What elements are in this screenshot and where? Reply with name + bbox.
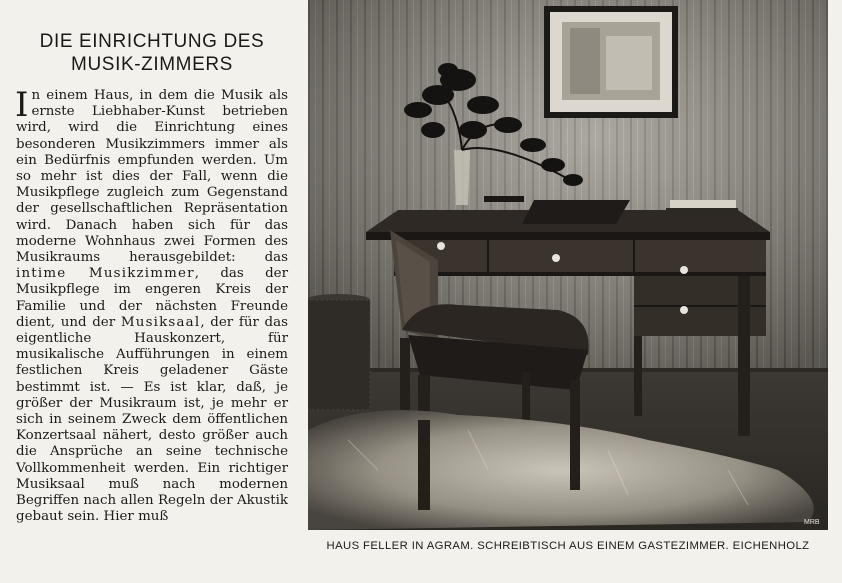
room-photograph bbox=[308, 0, 828, 530]
title-line-2: MUSIK-ZIMMERS bbox=[71, 54, 233, 75]
article-body bbox=[15, 85, 288, 525]
waste-basket bbox=[308, 294, 370, 410]
body-part-c: , der für das eigentliche Hauskonzert, für musikalische Aufführungen in einem festlichen Kreis geladener Gäste bestimmt ist. — Es ist klar, daß, je größer der Musikraum ist, je mehr er sich in seinem Zweck dem öffentlichen Konzertsaal nähert, desto größer auch die Ansprüche an seine technische Vollkommenheit werden. Ein richtiger Musiksaal muß nach modernen Begriffen nach allen Regeln der Akustik gebaut sein. Hier muß bbox=[16, 314, 288, 525]
photo-signature: MRB bbox=[804, 519, 820, 526]
emphasis-musiksaal: Musiksaal bbox=[120, 314, 201, 330]
body-part-a: n einem Haus, in dem die Musik als ernste Liebhaber-Kunst betrieben wird, wird die Einrichtung eines besonderen Musikzimmers immer als ein Bedürfnis empfunden werden. Um so mehr ist dies der Fall, wenn die Musikpflege zugleich zum Gegenstand der gesellschaftlichen Repräsentation wird. Danach haben sich für das moderne Wohnhaus zwei Formen des Musikraums herausgebildet: das bbox=[16, 88, 288, 266]
photo-caption: HAUS FELLER IN AGRAM. SCHREIBTISCH AUS EINEM GASTEZIMMER. EICHENHOLZ bbox=[326, 540, 810, 552]
framed-picture bbox=[544, 6, 678, 118]
drop-cap: I bbox=[15, 85, 29, 125]
emphasis-intime-musikzimmer: intime Musikzimmer bbox=[16, 266, 195, 282]
article-column bbox=[16, 30, 288, 525]
body-part-b: , das der Musikpflege im engeren Kreis der Familie und der nächsten Freunde dient, und der bbox=[16, 266, 288, 330]
article-title bbox=[16, 30, 288, 76]
title-line-1: DIE EINRICHTUNG DES bbox=[39, 31, 265, 52]
